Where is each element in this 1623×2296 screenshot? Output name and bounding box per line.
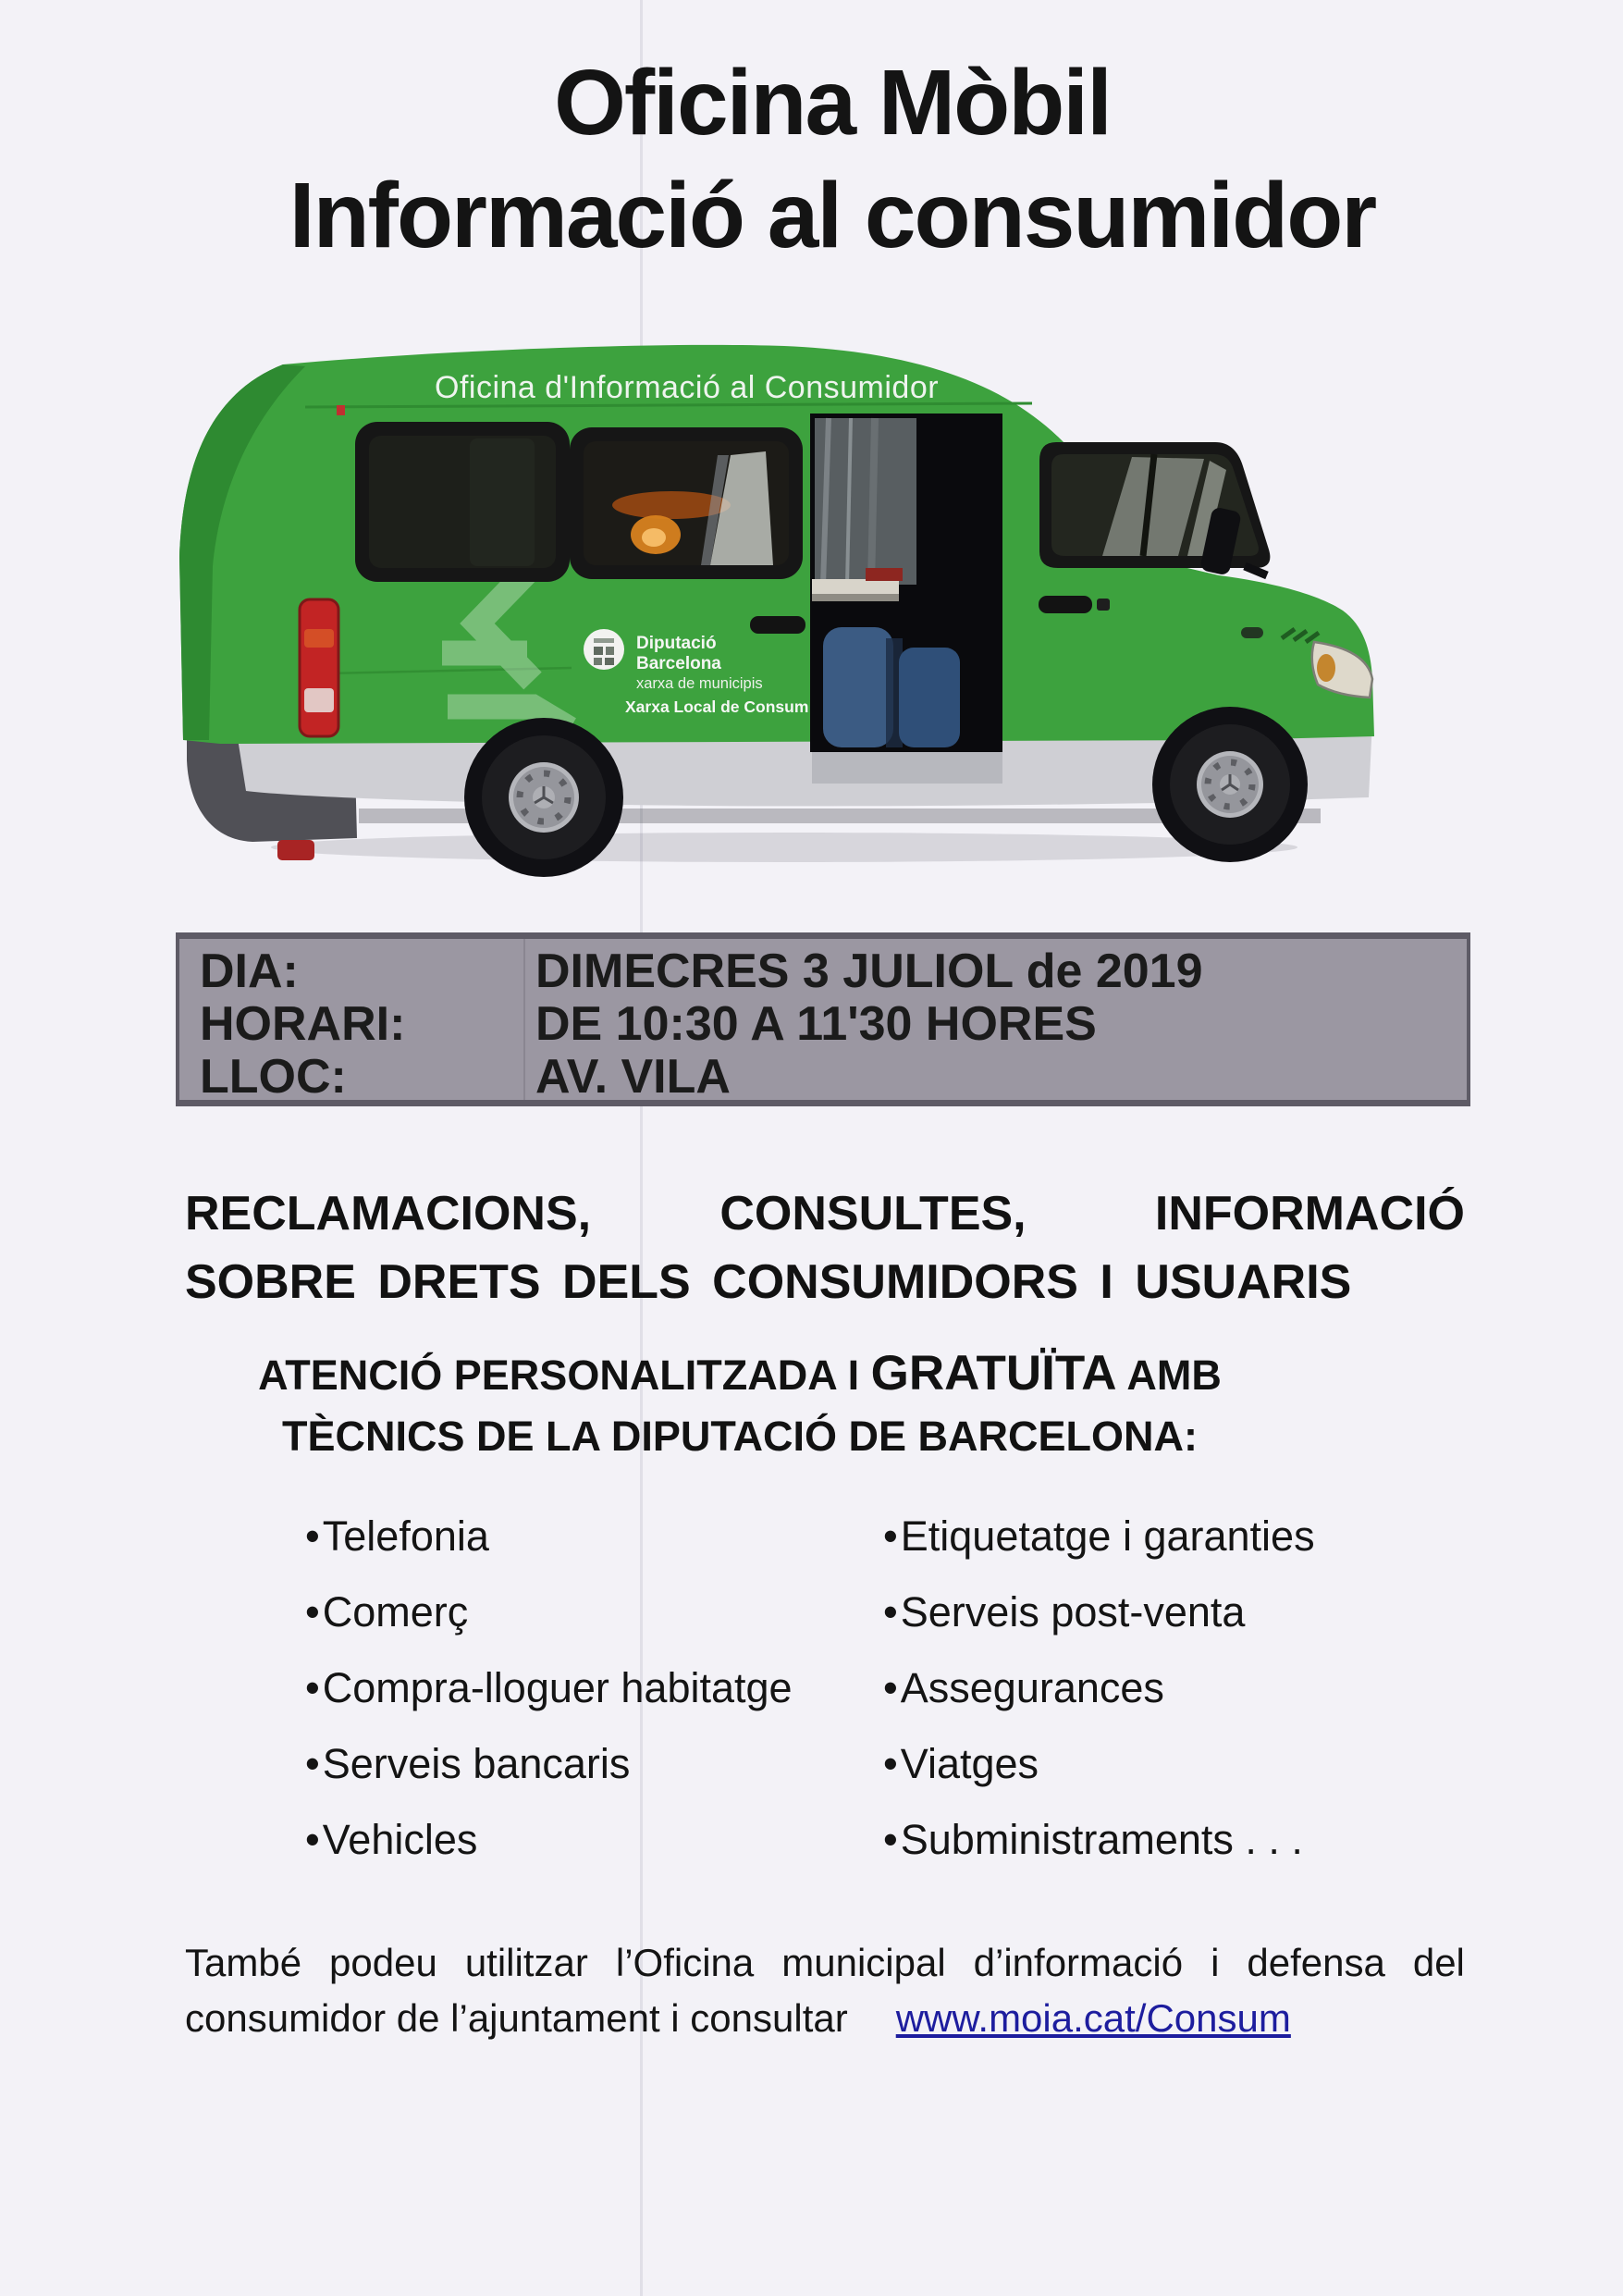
footer-line1 bbox=[185, 1937, 1465, 1989]
seated-person-jeans bbox=[823, 627, 893, 747]
info-label-lloc: LLOC: bbox=[200, 1050, 347, 1104]
logo-text-line3: xarxa de municipis bbox=[636, 675, 763, 692]
van-door-text: Xarxa Local de Consum bbox=[625, 697, 809, 716]
attention-line1 bbox=[213, 1343, 1267, 1406]
logo-text-line1: Diputació bbox=[636, 634, 717, 653]
topic-item bbox=[305, 1802, 793, 1878]
topic-label: Etiquetatge i garanties bbox=[900, 1512, 1315, 1560]
topic-label: Serveis bancaris bbox=[322, 1740, 631, 1787]
footer-word: defensa bbox=[1247, 1941, 1385, 1984]
door-lock bbox=[1097, 599, 1110, 611]
footer-word: del bbox=[1412, 1941, 1465, 1984]
topic-label: Viatges bbox=[900, 1740, 1039, 1787]
taillight bbox=[300, 599, 338, 736]
bullet-icon: • bbox=[305, 1588, 320, 1636]
cab-door-handle bbox=[1039, 596, 1092, 613]
diputacio-logo bbox=[584, 629, 624, 670]
info-row-lloc bbox=[179, 1051, 1467, 1104]
bullet-icon: • bbox=[305, 1512, 320, 1560]
topic-item bbox=[305, 1726, 793, 1802]
door-step bbox=[812, 752, 1002, 784]
title-line1: Oficina Mòbil bbox=[554, 51, 1111, 154]
topic-label: Compra-lloguer habitatge bbox=[322, 1664, 793, 1711]
sliding-door-window bbox=[570, 427, 803, 579]
bullet-icon: • bbox=[883, 1664, 898, 1711]
claims-line2: SOBRE DRETS DELS CONSUMIDORS I USUARIS bbox=[185, 1255, 1352, 1309]
fender-badge bbox=[1241, 627, 1263, 638]
topic-item bbox=[883, 1650, 1315, 1726]
open-doorway bbox=[810, 414, 1002, 784]
van-photo bbox=[165, 324, 1387, 881]
bullet-icon: • bbox=[883, 1740, 898, 1787]
bullet-icon: • bbox=[883, 1588, 898, 1636]
ground-shadow bbox=[271, 833, 1297, 862]
info-row-dia bbox=[179, 945, 1467, 998]
claims-line1 bbox=[185, 1184, 1465, 1243]
title-line2: Informació al consumidor bbox=[289, 164, 1376, 267]
bullet-icon: • bbox=[883, 1816, 898, 1863]
footer-word: utilitzar bbox=[464, 1941, 588, 1984]
footer-word: l’Oficina bbox=[615, 1941, 755, 1984]
topic-label: Vehicles bbox=[322, 1816, 478, 1863]
topic-label: Serveis post-venta bbox=[900, 1588, 1246, 1636]
info-value-dia: DIMECRES 3 JULIOL de 2019 bbox=[535, 944, 1203, 998]
attention-post: AMB bbox=[1116, 1352, 1222, 1399]
topic-item bbox=[883, 1499, 1315, 1574]
claims-word-3: INFORMACIÓ bbox=[1154, 1187, 1465, 1241]
info-value-lloc: AV. VILA bbox=[535, 1050, 731, 1104]
footer-word: d’informació bbox=[973, 1941, 1184, 1984]
logo-text-line2: Barcelona bbox=[636, 654, 721, 673]
attention-line2: TÈCNICS DE LA DIPUTACIÓ DE BARCELONA: bbox=[282, 1413, 1198, 1460]
roof-sticker bbox=[337, 405, 345, 415]
consum-link[interactable]: www.moia.cat/Consum bbox=[895, 1996, 1291, 2040]
footer-word: podeu bbox=[329, 1941, 437, 1984]
cab-window bbox=[1039, 442, 1270, 568]
topic-label: Telefonia bbox=[322, 1512, 489, 1560]
info-row-horari bbox=[179, 998, 1467, 1051]
claims-word-2: CONSULTES, bbox=[719, 1187, 1027, 1241]
rear-wheel bbox=[464, 718, 623, 877]
claims-word-1: RECLAMACIONS, bbox=[185, 1187, 592, 1241]
footer-word: i bbox=[1211, 1941, 1220, 1984]
topic-label: Subministraments . . . bbox=[900, 1816, 1303, 1863]
bullet-icon: • bbox=[883, 1512, 898, 1560]
footer-word: municipal bbox=[781, 1941, 946, 1984]
topic-item bbox=[305, 1574, 793, 1650]
info-label-dia: DIA: bbox=[200, 944, 299, 998]
van-roof-text: Oficina d'Informació al Consumidor bbox=[435, 370, 940, 405]
topics-left-column bbox=[305, 1499, 793, 1878]
info-label-horari: HORARI: bbox=[200, 997, 406, 1051]
topic-item bbox=[883, 1574, 1315, 1650]
attention-highlight: GRATUÏTA bbox=[870, 1346, 1117, 1401]
info-column-separator bbox=[523, 939, 525, 1100]
topic-item bbox=[305, 1650, 793, 1726]
topic-label: Comerç bbox=[322, 1588, 469, 1636]
bullet-icon: • bbox=[305, 1816, 320, 1863]
topic-item bbox=[883, 1726, 1315, 1802]
footer-line2 bbox=[185, 1993, 1465, 2044]
bullet-icon: • bbox=[305, 1664, 320, 1711]
attention-pre: ATENCIÓ PERSONALITZADA I bbox=[258, 1352, 871, 1399]
van-illustration bbox=[165, 324, 1387, 881]
sliding-door-handle bbox=[750, 616, 805, 634]
front-wheel bbox=[1152, 707, 1308, 862]
topic-item bbox=[883, 1802, 1315, 1878]
event-info-box bbox=[176, 932, 1470, 1106]
topics-right-column bbox=[883, 1499, 1315, 1878]
info-value-horari: DE 10:30 A 11'30 HORES bbox=[535, 997, 1097, 1051]
attention-heading bbox=[213, 1343, 1267, 1467]
footer-paragraph bbox=[185, 1937, 1465, 2044]
rear-side-window bbox=[355, 422, 570, 582]
topic-label: Assegurances bbox=[900, 1664, 1164, 1711]
topic-item bbox=[305, 1499, 793, 1574]
footer-word: També bbox=[185, 1941, 302, 1984]
bullet-icon: • bbox=[305, 1740, 320, 1787]
footer-line2-text: consumidor de l’ajuntament i consultar bbox=[185, 1996, 848, 2040]
claims-paragraph bbox=[185, 1184, 1465, 1312]
poster-title bbox=[83, 46, 1581, 272]
